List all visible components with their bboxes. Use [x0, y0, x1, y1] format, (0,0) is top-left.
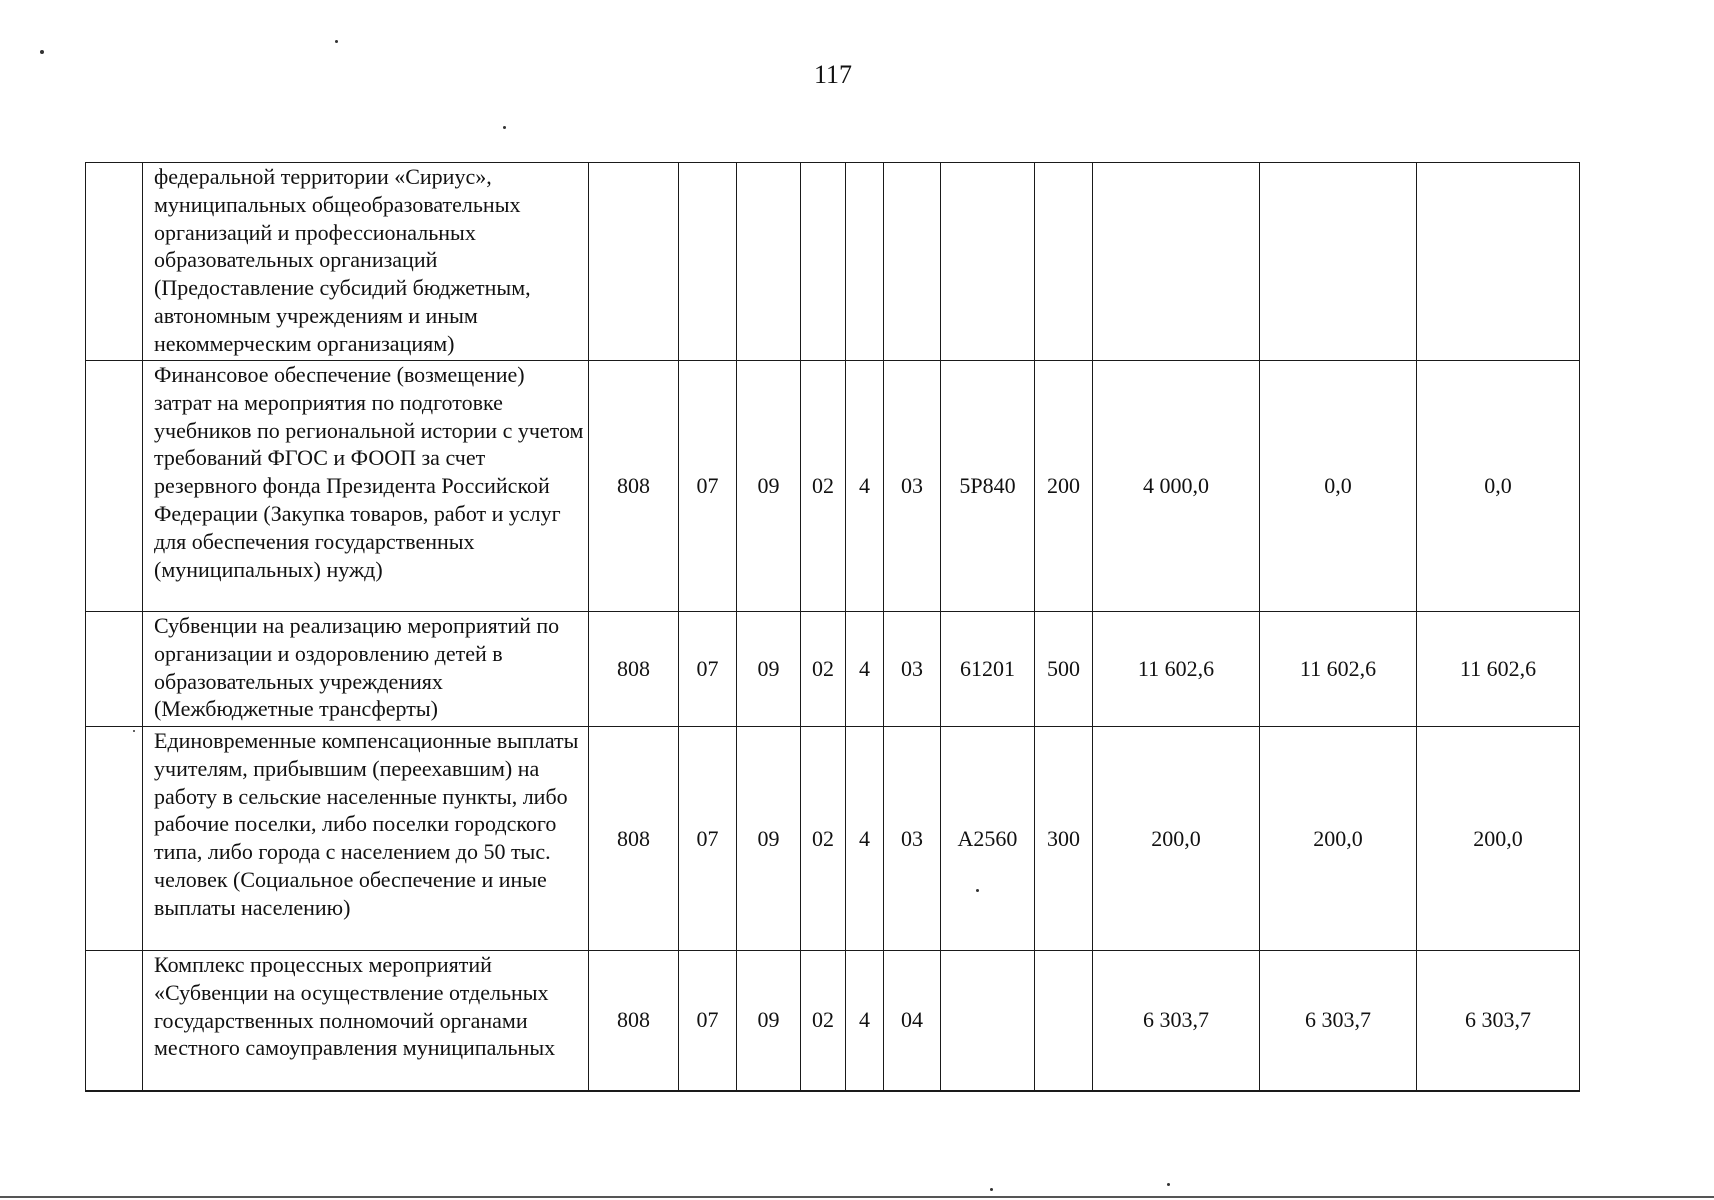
scan-speck	[990, 1188, 993, 1191]
subsection-code-cell: 09	[737, 361, 801, 612]
expense-type-code-cell: 500	[1035, 612, 1093, 727]
expense-name-cell: Комплекс процессных мероприятий «Субвенции на осуществление отдельных государственных полномочий органами местного самоуправления муниципальных	[143, 951, 589, 1091]
scan-speck	[976, 889, 979, 892]
program-code-cell: 02	[801, 361, 846, 612]
amount-year-2-cell: 6 303,7	[1260, 951, 1417, 1091]
amount-year-3-cell	[1417, 163, 1580, 361]
direction-code-cell: 61201	[941, 612, 1035, 727]
scan-speck	[40, 50, 44, 54]
expense-name-cell: Субвенции на реализацию мероприятий по организации и оздоровлению детей в образовательных учреждениях (Межбюджетные трансферты)	[143, 612, 589, 727]
structural-element-code-cell: 03	[884, 612, 941, 727]
ministry-code-cell: 808	[589, 951, 679, 1091]
scan-speck	[133, 730, 135, 732]
section-code-cell: 07	[679, 951, 737, 1091]
expense-type-code-cell: 300	[1035, 727, 1093, 951]
amount-year-3-cell: 6 303,7	[1417, 951, 1580, 1091]
page-number: 117	[813, 60, 853, 89]
structural-element-code-cell	[884, 163, 941, 361]
amount-year-3-cell: 11 602,6	[1417, 612, 1580, 727]
ministry-code-cell: 808	[589, 727, 679, 951]
subsection-code-cell: 09	[737, 951, 801, 1091]
program-type-code-cell: 4	[846, 612, 884, 727]
amount-year-1-cell: 200,0	[1093, 727, 1260, 951]
program-type-code-cell: 4	[846, 727, 884, 951]
ministry-code-cell: 808	[589, 612, 679, 727]
program-type-code-cell: 4	[846, 361, 884, 612]
expense-name-cell: Финансовое обеспечение (возмещение) затрат на мероприятия по подготовке учебников по региональной истории с учетом требований ФГОС и ФООП за счет резервного фонда Президента Российской Федерации (Закупка товаров, работ и услуг для обеспечения государственных (муниципальных) нужд)	[143, 361, 589, 612]
expense-name-cell: Единовременные компенсационные выплаты учителям, прибывшим (переехавшим) на работу в сельские населенные пункты, либо рабочие поселки, либо поселки городского типа, либо города с населением до 50 тыс. человек (Социальное обеспечение и иные выплаты населению)	[143, 727, 589, 951]
direction-code-cell	[941, 951, 1035, 1091]
table-row	[86, 163, 1580, 361]
amount-year-1-cell: 6 303,7	[1093, 951, 1260, 1091]
subsection-code-cell	[737, 163, 801, 361]
program-code-cell: 02	[801, 612, 846, 727]
row-number-cell	[86, 951, 143, 1091]
amount-year-1-cell	[1093, 163, 1260, 361]
scan-speck	[335, 40, 338, 43]
amount-year-2-cell: 11 602,6	[1260, 612, 1417, 727]
scan-speck	[503, 126, 506, 129]
amount-year-2-cell: 200,0	[1260, 727, 1417, 951]
expense-type-code-cell	[1035, 951, 1093, 1091]
structural-element-code-cell: 04	[884, 951, 941, 1091]
amount-year-3-cell: 200,0	[1417, 727, 1580, 951]
scan-edge-line	[0, 1196, 1714, 1198]
section-code-cell: 07	[679, 612, 737, 727]
amount-year-2-cell	[1260, 163, 1417, 361]
amount-year-1-cell: 4 000,0	[1093, 361, 1260, 612]
structural-element-code-cell: 03	[884, 361, 941, 612]
table-row	[86, 951, 1580, 1091]
direction-code-cell: А2560	[941, 727, 1035, 951]
direction-code-cell	[941, 163, 1035, 361]
budget-table	[85, 162, 1580, 1092]
program-type-code-cell	[846, 163, 884, 361]
ministry-code-cell: 808	[589, 361, 679, 612]
table-row	[86, 727, 1580, 951]
structural-element-code-cell: 03	[884, 727, 941, 951]
row-number-cell	[86, 163, 143, 361]
table-row	[86, 612, 1580, 727]
expense-type-code-cell	[1035, 163, 1093, 361]
table-row	[86, 361, 1580, 612]
amount-year-2-cell: 0,0	[1260, 361, 1417, 612]
subsection-code-cell: 09	[737, 612, 801, 727]
scan-speck	[1167, 1183, 1170, 1186]
row-number-cell	[86, 361, 143, 612]
section-code-cell: 07	[679, 727, 737, 951]
amount-year-3-cell: 0,0	[1417, 361, 1580, 612]
program-type-code-cell: 4	[846, 951, 884, 1091]
expense-name-cell: федеральной территории «Сириус», муниципальных общеобразовательных организаций и профессиональных образовательных организаций (Предоставление субсидий бюджетным, автономным учреждениям и иным некоммерческим организациям)	[143, 163, 589, 361]
ministry-code-cell	[589, 163, 679, 361]
row-number-cell	[86, 727, 143, 951]
amount-year-1-cell: 11 602,6	[1093, 612, 1260, 727]
program-code-cell: 02	[801, 727, 846, 951]
expense-type-code-cell: 200	[1035, 361, 1093, 612]
program-code-cell	[801, 163, 846, 361]
section-code-cell	[679, 163, 737, 361]
section-code-cell: 07	[679, 361, 737, 612]
program-code-cell: 02	[801, 951, 846, 1091]
row-number-cell	[86, 612, 143, 727]
direction-code-cell: 5Р840	[941, 361, 1035, 612]
subsection-code-cell: 09	[737, 727, 801, 951]
